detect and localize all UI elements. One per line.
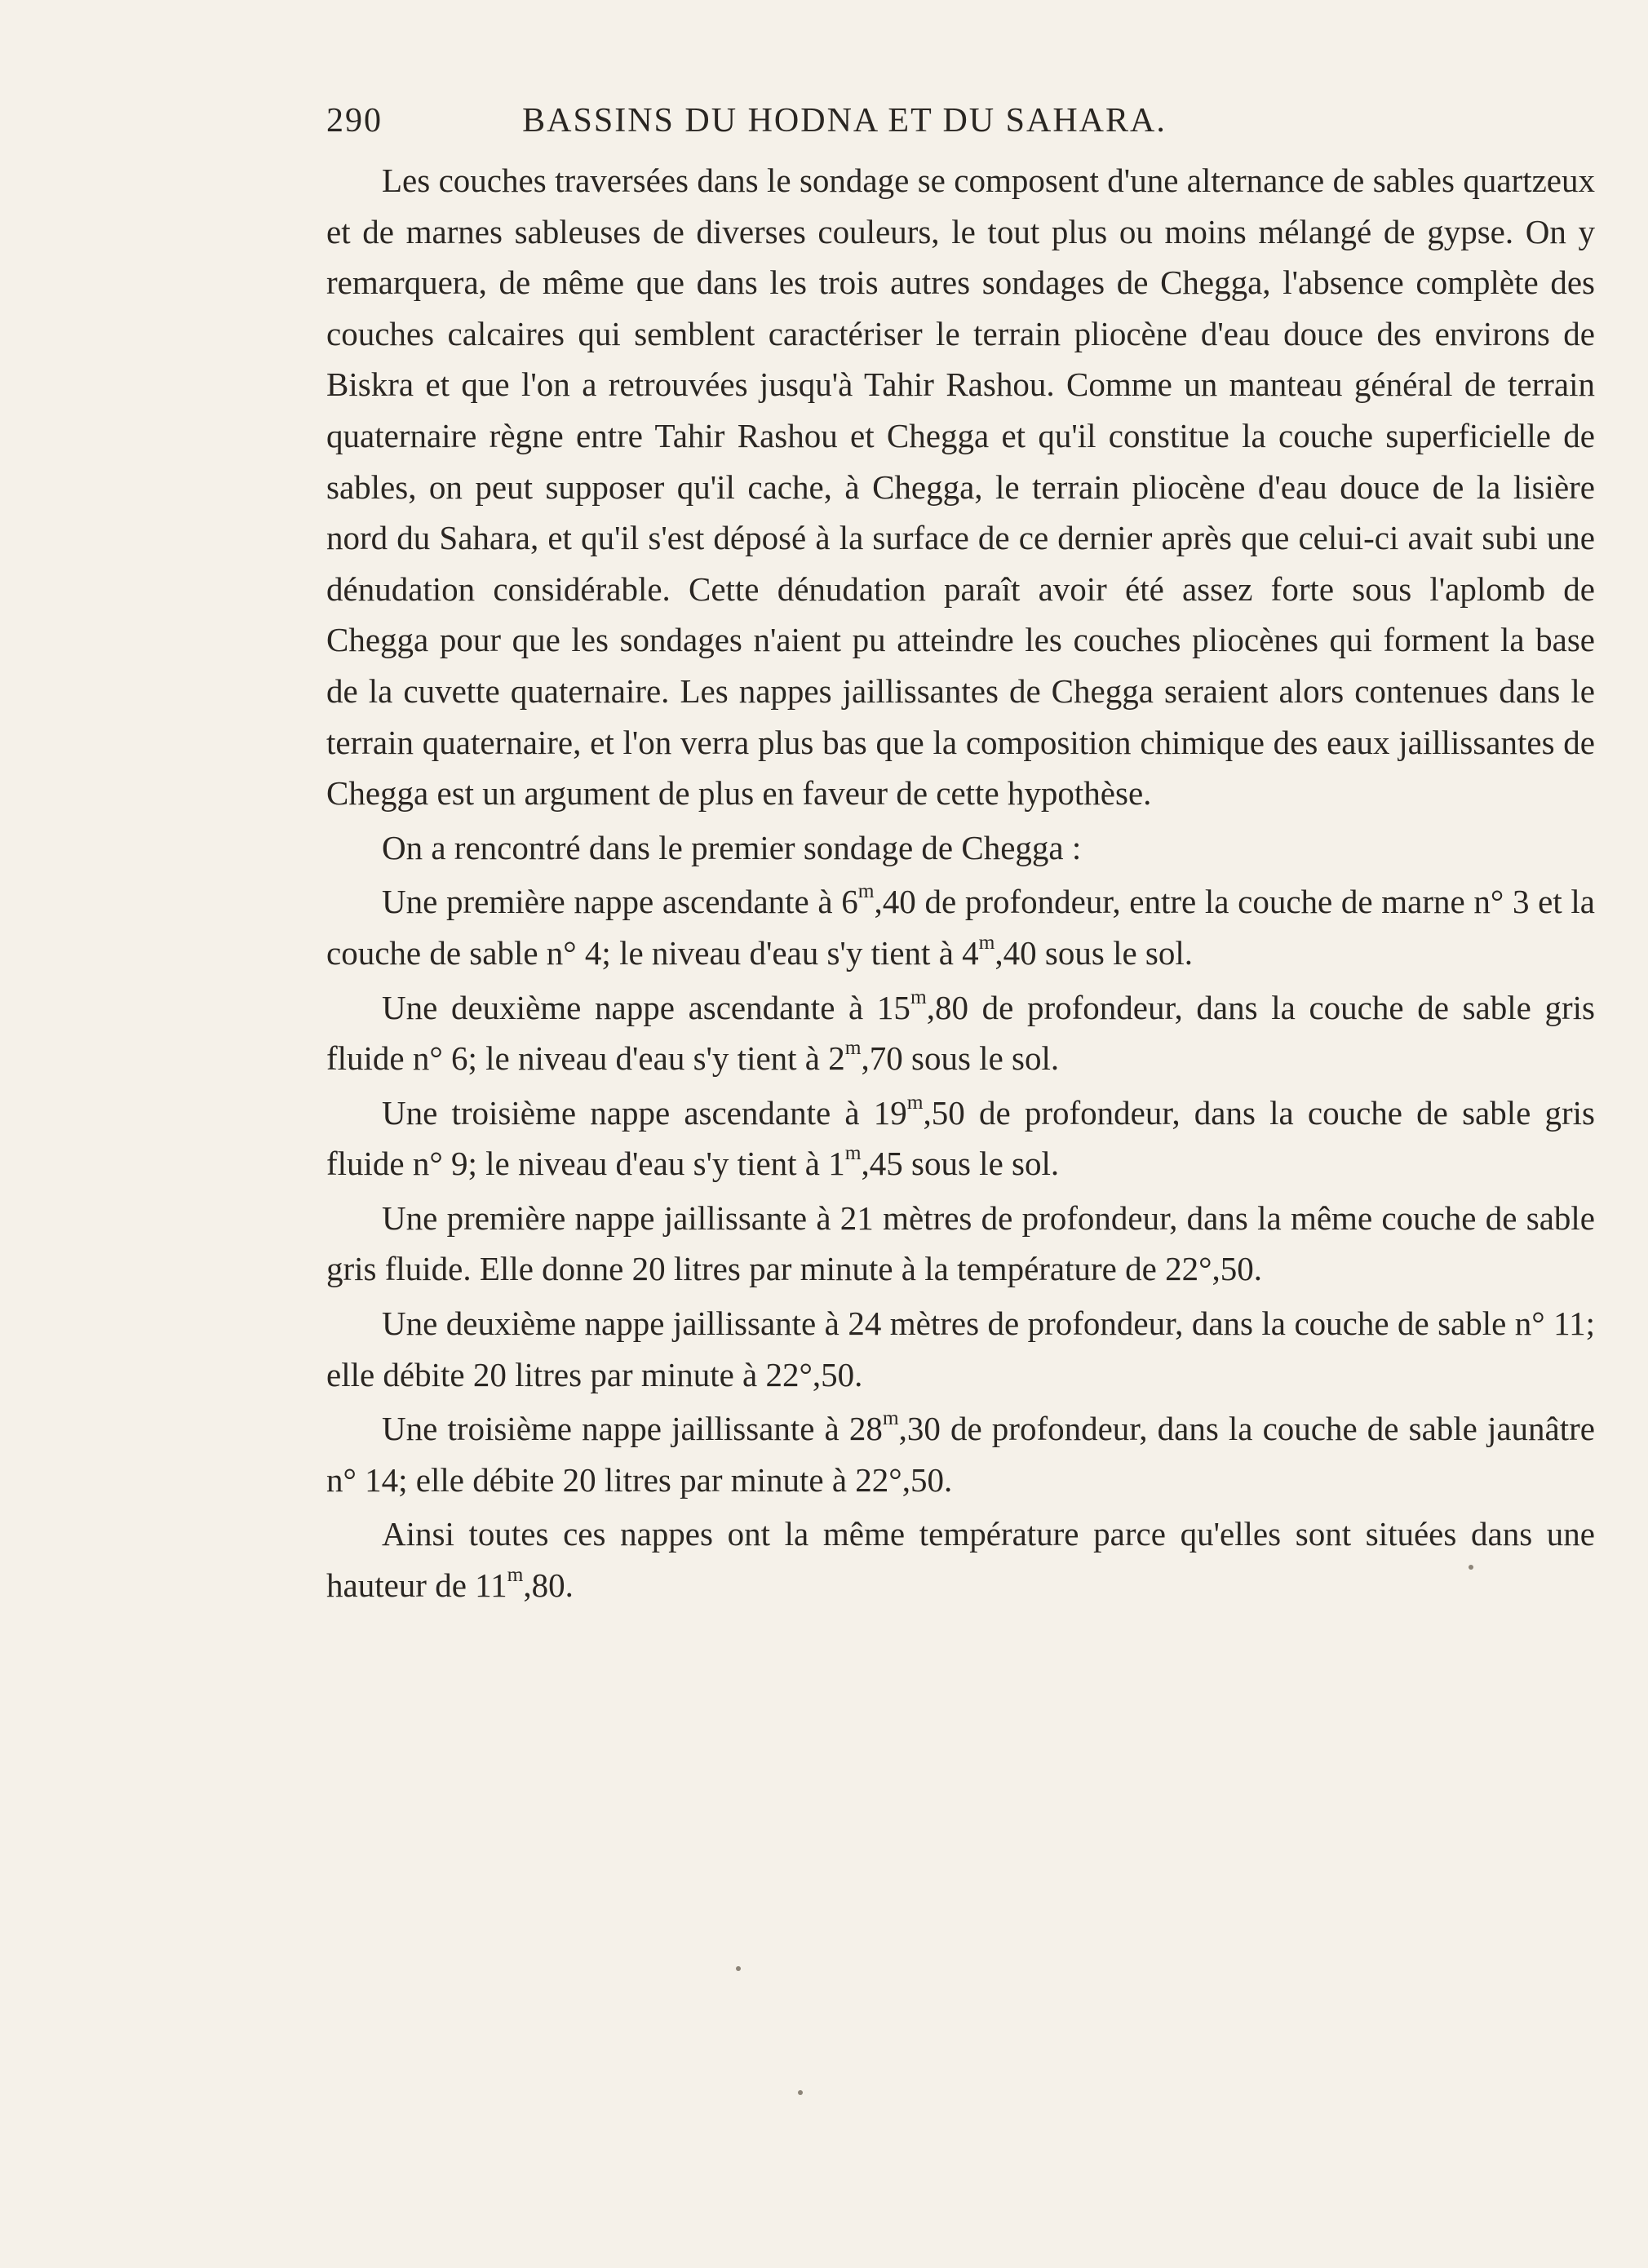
paragraph-rencontre: On a rencontré dans le premier sondage de Chegga : (382, 828, 1082, 866)
paragraph-nappe-ascendante-1: Une première nappe ascendante à 6$^m$,40 de profondeur, entre la couche de marne n° 3 et la couche de sable n° 4; le niveau d'eau s'y tient à 4$^m$,40 sous le sol. (326, 879, 1595, 972)
paragraph-nappe-ascendante-2: Une deuxième nappe ascendante à 15$^m$,80 de profondeur, dans la couche de sable gris fluide n° 6; le niveau d'eau s'y tient à 2$^m$,70 sous le sol. (326, 985, 1595, 1078)
ink-speck (798, 2090, 803, 2095)
ink-speck (736, 1966, 741, 1971)
paragraph-nappe-jaillissante-1: Une première nappe jaillissante à 21 mètres de profondeur, dans la même couche de sable gris fluide. Elle donne 20 litres par minute à la température de 22°,50. (326, 1198, 1595, 1288)
paragraph-nappe-jaillissante-2: Une deuxième nappe jaillissante à 24 mètres de profondeur, dans la couche de sable n° 11; elle débite 20 litres par minute à 22°,50. (326, 1305, 1595, 1393)
paragraph-nappe-ascendante-3: Une troisième nappe ascendante à 19$^m$,50 de profondeur, dans la couche de sable gris fluide n° 9; le niveau d'eau s'y tient à 1$^m$,45 sous le sol. (326, 1090, 1595, 1183)
paragraph-nappe-jaillissante-3: Une troisième nappe jaillissante à 28$^m$,30 de profondeur, dans la couche de sable jaunâtre n° 14; elle débite 20 litres par minute à 22°,50. (326, 1406, 1595, 1499)
paragraph-intro: Les couches traversées dans le sondage se composent d'une alternance de sables quartzeux et de marnes sableuses de diverses couleurs, le tout plus ou moins mélangé de gypse. On y remarquera, de même que dans les trois autres sondages de Chegga, l'absence complète des couches calcaires qui semblent caractériser le terrain pliocène d'eau douce des environs de Biskra et que l'on a retrouvées jusqu'à Tahir Rashou. Comme un manteau général de terrain quaternaire règne entre Tahir Rashou et Chegga et qu'il constitue la couche superficielle de sables, on peut supposer qu'il cache, à Chegga, le terrain pliocène d'eau douce de la lisière nord du Sahara, et qu'il s'est déposé à la surface de ce dernier après que celui-ci avait subi une dénudation considérable. Cette dénudation paraît avoir été assez forte sous l'aplomb de Chegga pour que les sondages n'aient pu atteindre les couches pliocènes qui forment la base de la cuvette quaternaire. Les nappes jaillissantes de Chegga seraient alors contenues dans le terrain quaternaire, et l'on verra plus bas que la composition chimique des eaux jaillissantes de Chegga est un argument de plus en faveur de cette hypothèse. (326, 162, 1595, 813)
running-title: BASSINS DU HODNA ET DU SAHARA. (522, 102, 1167, 140)
page-number: 290 (326, 102, 383, 140)
body-text (326, 155, 1595, 1611)
paragraph-conclusion: Ainsi toutes ces nappes ont la même température parce qu'elles sont situées dans une hauteur de 11$^m$,80. (326, 1515, 1595, 1605)
ink-speck (1469, 1565, 1473, 1570)
running-head (326, 101, 1297, 150)
